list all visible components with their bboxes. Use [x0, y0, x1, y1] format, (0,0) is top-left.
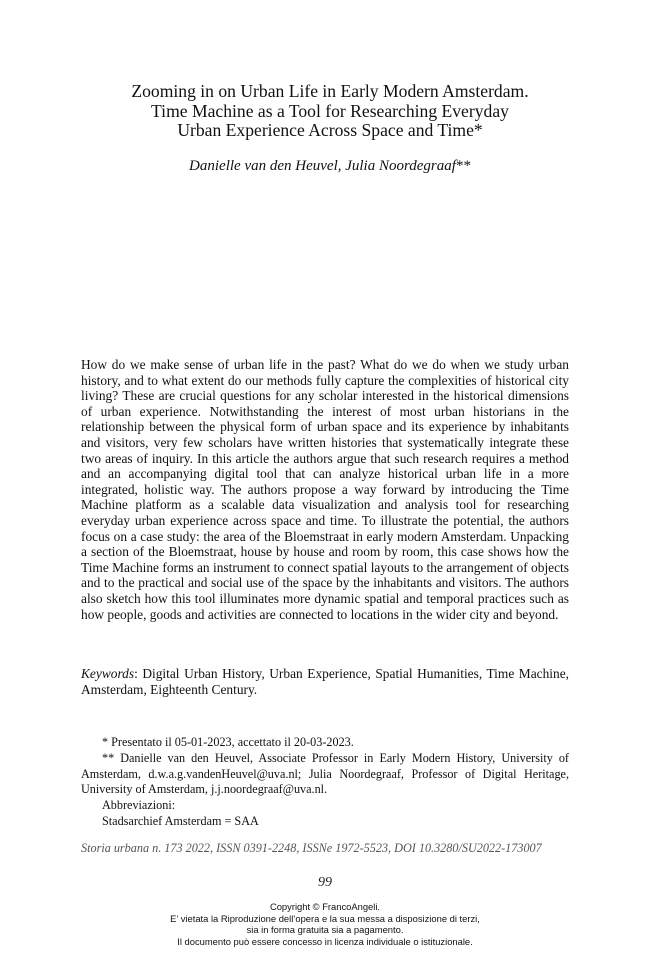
copyright-line-4: Il documento può essere concesso in licenza individuale o istituzionale. — [177, 935, 473, 947]
abbreviation-entry: Stadsarchief Amsterdam = SAA — [102, 813, 259, 828]
keywords — [81, 666, 569, 697]
abstract: How do we make sense of urban life in the past? What do we do when we study urban history, and to what extent do our methods fully capture the complexities of historical city living? These are crucial questions for any scholar interested in the historical dimensions of urban experience. Notwithstanding the interest of most urban historians in the relationship between the physical form of urban space and its experience by inhabitants and visitors, very few scholars have written histories that systematically integrate these two areas of inquiry. In this article the authors argue that such research requires a method and an accompanying digital tool that can analyze historical urban life in a more integrated, holistic way. The authors propose a way forward by introducing the Time Machine platform as a scalable data visualization and analysis tool for researching everyday urban experience across space and time. To illustrate the potential, the authors focus on a case study: the area of the Bloemstraat in early modern Amsterdam. Unpacking a section of the Bloemstraat, house by house and room by room, this case shows how the Time Machine forms an instrument to connect spatial layouts to the arrangement of objects and to the practical and social use of the space by the inhabitants and visitors. The authors also sketch how this tool illuminates more dynamic spatial and temporal practices such as how people, goods and activities are connected to locations in the wider city and beyond. — [81, 357, 569, 622]
copyright-line-3: sia in forma gratuita sia a pagamento. — [246, 924, 404, 936]
author-footnote-marker: ** — [455, 158, 471, 174]
author-names: Danielle van den Heuvel, Julia Noordegraaf — [189, 158, 456, 174]
page-number: 99 — [318, 875, 332, 890]
title-line-2: Time Machine as a Tool for Researching Everyday — [151, 100, 509, 121]
title-line-1: Zooming in on Urban Life in Early Modern Amsterdam. — [131, 81, 529, 101]
copyright-notice — [0, 901, 650, 947]
copyright-line-2: E’ vietata la Riproduzione dell’opera e la sua messa a disposizione di terzi, — [170, 912, 480, 924]
keywords-text: : Digital Urban History, Urban Experience, Spatial Humanities, Time Machine, Amsterdam, Eighteenth Century. — [81, 666, 569, 697]
copyright-line-1: Copyright © FrancoAngeli. — [269, 901, 381, 912]
footnote-received: * Presentato il 05-01-2023, accettato il 20-03-2023. — [102, 735, 354, 749]
footnotes — [81, 735, 569, 830]
article-title — [80, 82, 580, 141]
author-byline — [80, 158, 580, 175]
title-line-3: Urban Experience Across Space and Time* — [177, 120, 483, 140]
footnote-affiliations: ** Danielle van den Heuvel, Associate Professor in Early Modern History, University of Amsterdam, d.w.a.g.vandenHeuvel@uva.nl; Julia Noordegraaf, Professor of Digital Heritage, University of Amsterdam, j.j.noordegraaf@uva.nl. — [81, 750, 569, 797]
keywords-label: Keywords — [81, 666, 135, 681]
journal-reference: Storia urbana n. 173 2022, ISSN 0391-2248, ISSNe 1972-5523, DOI 10.3280/SU2022-173007 — [81, 841, 542, 855]
abbreviations-heading: Abbreviazioni: — [102, 798, 176, 813]
